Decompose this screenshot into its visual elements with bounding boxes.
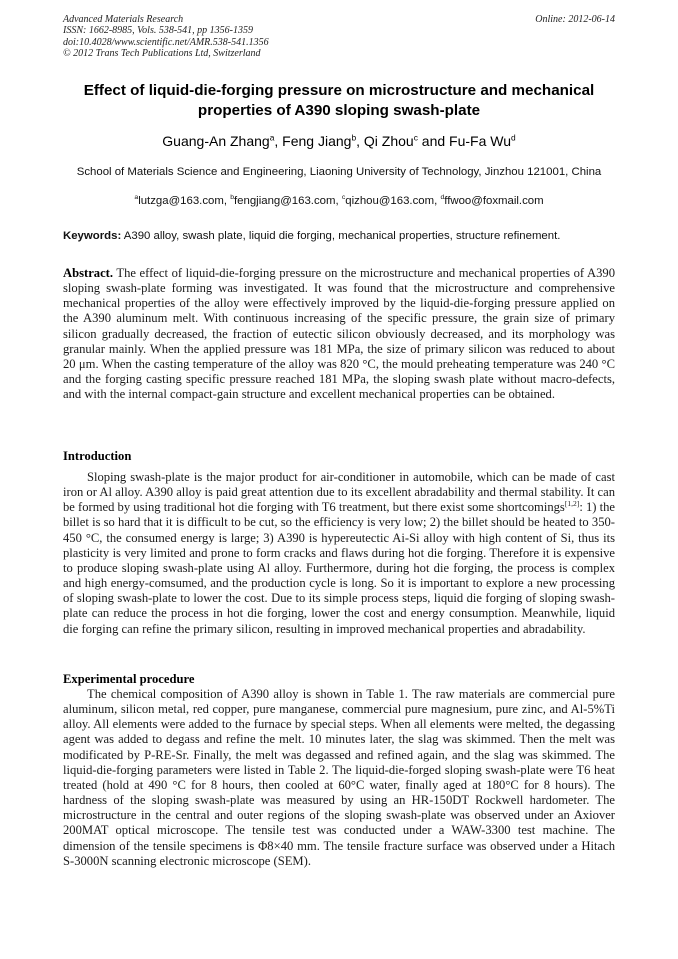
author-separator: , [274,133,283,149]
journal-issn: ISSN: 1662-8985, Vols. 538-541, pp 1356-1359 [63,25,253,37]
journal-doi: doi:10.4028/www.scientific.net/AMR.538-541.1356 [63,36,269,48]
email-mark: d [440,194,445,202]
online-date: Online: 2012-06-14 [535,14,615,25]
email-address: fengjiang@163.com [234,195,336,207]
author-separator: , [356,133,364,149]
abstract-text: The effect of liquid-die-forging pressure on the microstructure and mechanical properties of A390 sloping swash-plate forming was investigated. It was found that the microstructure and comprehensive mechanical properties of the alloy were effectively improved by the liquid-die-forging pressure applied on the A390 aluminum melt. With continuous increasing of the specific pressure, the grain size of primary silicon gradually decreased, the fraction of eutectic silicon obviously decreased, and its morphology was granular mainly. When the applied pressure was 181 MPa, the size of primary silicon was reduced to about 20 μm. When the casting temperature of the alloy was 820 °C, the mould preheating temperature was 240 °C and the forging casting specific pressure reached 181 MPa, the sloping swash plate without macro-defects, and with the internal compact-gain structure and excellent mechanical properties can be obtained. [63,266,615,402]
keywords-label: Keywords: [63,230,122,242]
introduction-heading: Introduction [63,449,132,463]
author-affil-mark: d [511,132,516,143]
journal-header [63,14,615,60]
email-separator: , [223,195,231,207]
author-affil-mark: b [351,132,357,143]
experimental-paragraph: The chemical composition of A390 alloy is shown in Table 1. The raw materials are commercial pure aluminum, silicon metal, red copper, pure manganese, commercial pure magnesium, pure zinc, and Al-5%Ti alloy. All elements were added to the furnace by special steps. When all elements were melted, the degassing agent was added to degass and refine the melt. 10 minutes later, the slag was skimmed. Then the melt was modificated by P-RE-Sr. Finally, the melt was degassed and refined again, and the slag was skimmed. The liquid-die-forging parameters were listed in Table 2. The liquid-die-forged sloping swash-plate were T6 heat treated (hold at 490 °C for 8 hours, then cooled at 60°C water, finally aged at 180°C for 8 hours). The hardness of the sloping swash-plate was measured by using an HR-150DT Rockwell hardometer. The microstructure in the central and outer regions of the sloping swash-plate was observed under an Axiover 200MAT optical microscope. The tensile test was conducted under a WAW-3300 test machine. The dimension of the tensile specimens is Φ8×40 mm. The tensile fracture surface was observed under a Hitach S-3000N scanning electronic microscope (SEM). [63,687,615,868]
email-mark: b [230,194,234,202]
email-separator: , [434,195,441,207]
journal-copyright: © 2012 Trans Tech Publications Ltd, Switzerland [63,48,261,60]
author-name: Qi Zhou [363,133,414,149]
email-mark: a [134,194,139,202]
author-name: Feng Jiang [282,133,352,149]
email-separator: , [335,195,342,207]
keywords [63,229,618,244]
author-name: Guang-An Zhang [162,133,270,149]
email-mark: c [341,194,346,202]
intro-text-part2: : 1) the billet is so hard that it is difficult to be cut, so the efficiency is very low; 2) the billet should be heated to 350-450 °C, the consumed energy is large; 3) A390 is hypereutectic Ai-Si alloy with high content of Si, thus its plasticity is very limited and prone to form cracks and flaws during hot die forging. Therefore it is expensive to produce sloping swash-plate using Al alloy. Furthermore, during hot die forging, the process is complex and high energy-comsumed, and the production cycle is long. So it is important to explore a new processing of sloping swash-plate to lower the cost. Due to its simple process steps, liquid die forging of sloping swash-plate can reduce the process in hot die forging, lower the cost and energy consumption. Meanwhile, liquid die forging can refine the primary silicon, resulting in improved mechanical properties and abradability. [63,500,615,636]
affiliation: School of Materials Science and Engineering, Liaoning University of Technology, Jinzhou 121001, China [76,166,602,178]
abstract [63,266,615,402]
author-affil-mark: c [413,132,418,143]
author-emails [63,194,615,209]
author-separator: and [417,133,450,149]
author-name: Fu-Fa Wu [449,133,512,149]
citation-ref: [1,2] [564,499,580,509]
journal-name: Advanced Materials Research [63,14,184,25]
email-address: lutzga@163.com [138,195,224,207]
abstract-label: Abstract. [63,266,114,280]
experimental-heading: Experimental procedure [63,672,195,686]
paper-title: Effect of liquid-die-forging pressure on microstructure and mechanical properties of A390 sloping swash-plate [83,82,595,119]
author-list [63,132,615,150]
email-address: qizhou@163.com [345,195,435,207]
intro-text-part1: Sloping swash-plate is the major product for air-conditioner in automobile, which can be made of cast iron or Al alloy. A390 alloy is paid great attention due to its excellent abradability and thermal stability. It can be formed by using traditional hot die forging with T6 treatment, but there exist some shortcomings [63,470,615,515]
email-address: ffwoo@foxmail.com [444,195,544,207]
author-affil-mark: a [269,132,275,143]
introduction-paragraph [63,470,615,637]
keywords-text: A390 alloy, swash plate, liquid die forging, mechanical properties, structure refinement. [121,230,561,242]
